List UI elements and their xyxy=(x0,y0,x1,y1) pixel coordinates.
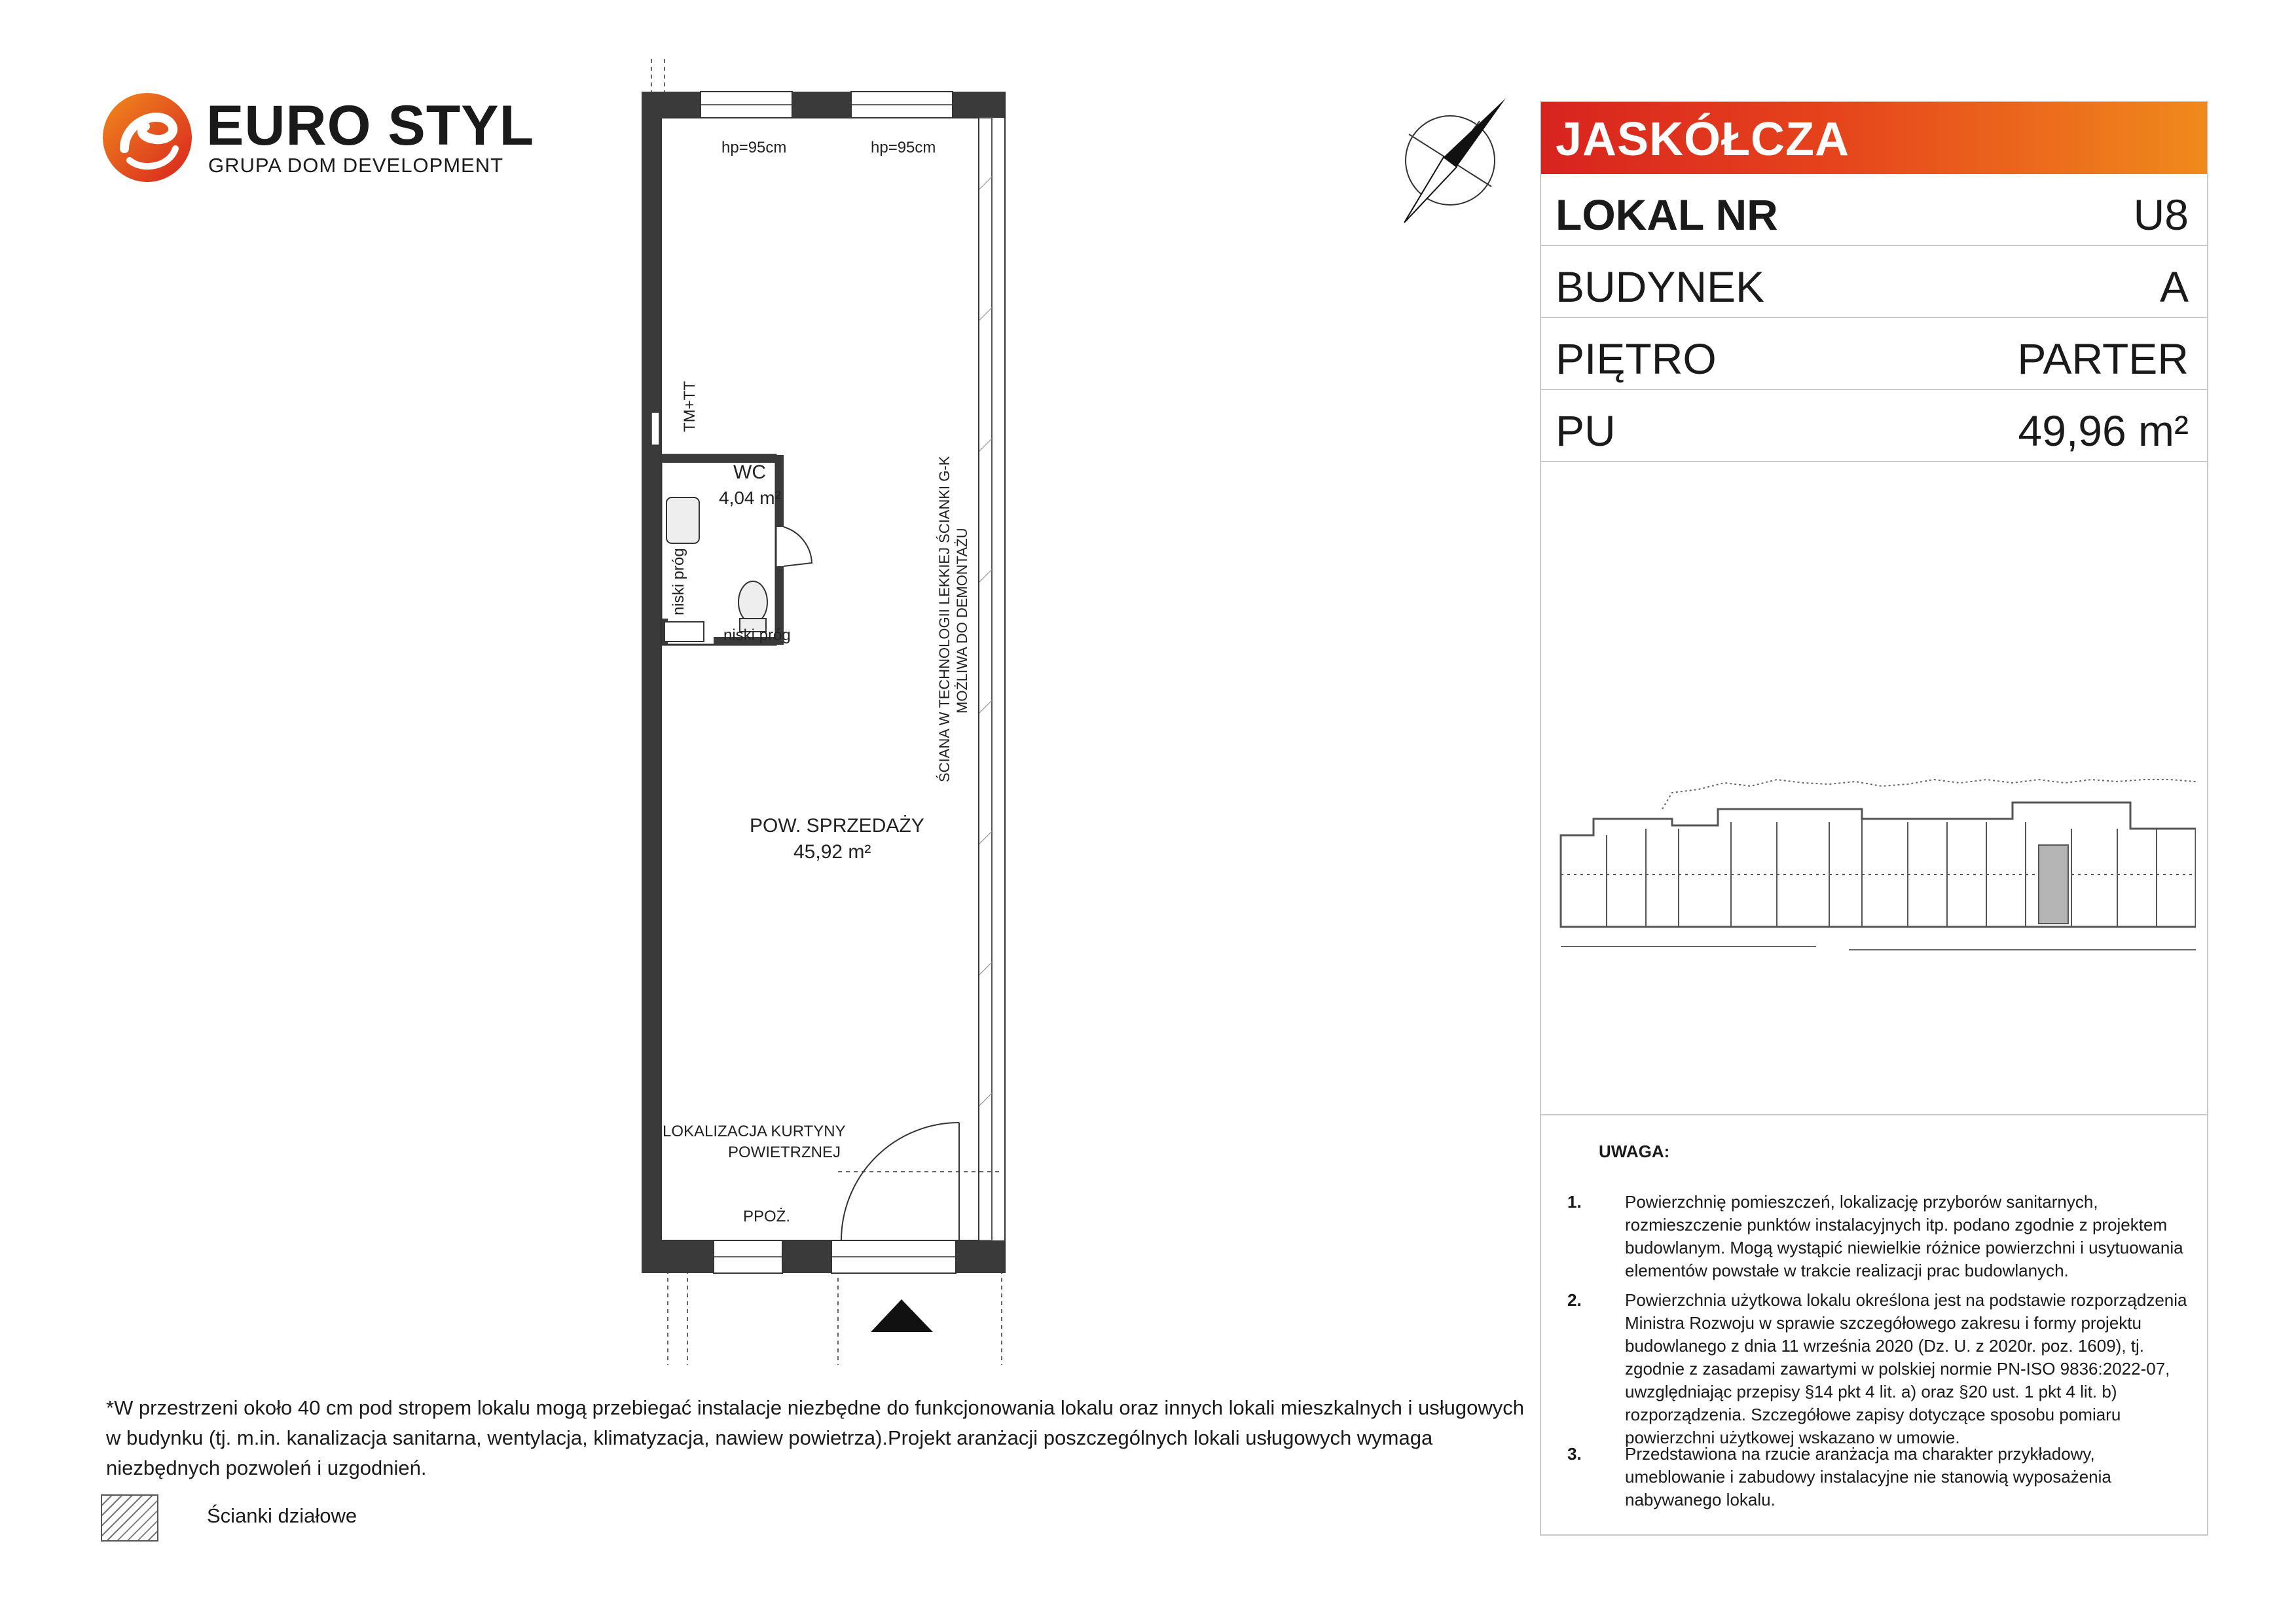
panel-header xyxy=(1541,102,2207,174)
brand-name: EURO STYL xyxy=(206,94,535,157)
project-name: JASKÓŁCZA xyxy=(1556,113,1850,166)
row-value: PARTER xyxy=(2017,334,2189,383)
wc-room-area: 4,04 m² xyxy=(719,488,781,508)
note-text: Powierzchnię pomieszczeń, lokalizację przyborów sanitarnych, rozmieszczenie punktów instalacyjnych itp. podano zgodnie z projektem budowlanym. Mogą wystąpić niewielkie różnice powierzchni i usytuowania elementów powstałe w trakcie realizacji prac budowlanych. xyxy=(1625,1192,2183,1280)
row-floor xyxy=(1541,318,2207,390)
sales-room-area: 45,92 m² xyxy=(793,841,871,863)
row-label: BUDYNEK xyxy=(1556,262,1765,311)
window-label-2: hp=95cm xyxy=(871,139,936,156)
row-label: PIĘTRO xyxy=(1556,334,1717,383)
tm-tt-label: TM+TT xyxy=(681,381,699,432)
row-label: PU xyxy=(1556,406,1616,455)
note-number: 2. xyxy=(1567,1290,1582,1310)
ppoz-label: PPOŻ. xyxy=(743,1208,791,1225)
note-number: 3. xyxy=(1567,1444,1582,1464)
entrance-arrow-icon xyxy=(871,1299,933,1332)
row-value: A xyxy=(2159,262,2189,311)
row-value: U8 xyxy=(2133,190,2189,239)
row-unit-number xyxy=(1541,174,2207,246)
highlighted-unit xyxy=(2039,845,2068,924)
curtain-label-line-2: POWIETRZNEJ xyxy=(728,1144,841,1161)
brand-subtitle: GRUPA DOM DEVELOPMENT xyxy=(208,154,504,177)
note-text: Powierzchnia użytkowa lokalu określona jest na podstawie rozporządzenia Ministra Rozwoju w sprawie szczegółowego zakresu i formy projektu budowlanego z dnia 11 września 2020 (Dz. U. z 2020r. poz. 1609), tj. zgodnie z zasadami zawartymi w polskiej normie PN-ISO 9836:2022-07, uwzględniając przepisy §14 pkt 4 lit. a) oraz §20 ust. 1 pkt 4 lit. b) rozporządzenia. Szczegółowe zapisy dotyczące sposobu pomiaru powierzchni użytkowej wskazano w umowie. xyxy=(1625,1290,2187,1447)
row-label: LOKAL NR xyxy=(1556,190,1778,239)
building-key-plan xyxy=(1554,757,2196,966)
wc-room-name: WC xyxy=(733,461,766,483)
wall-note-line-1: ŚCIANA W TECHNOLOGII LEKKIEJ ŚCIANKI G-K xyxy=(936,456,953,782)
compass-icon xyxy=(1394,95,1512,226)
row-value: 49,96 m² xyxy=(2018,406,2189,455)
legend-label: Ścianki działowe xyxy=(207,1504,357,1527)
note-number: 1. xyxy=(1567,1192,1582,1212)
row-usable-area xyxy=(1541,390,2207,462)
notes-section xyxy=(1541,1114,2207,1537)
partition-wall-swatch xyxy=(101,1494,158,1542)
logo-mark-icon xyxy=(98,88,196,187)
notes-title: UWAGA: xyxy=(1599,1142,1670,1161)
installation-footnote: *W przestrzeni około 40 cm pod stropem lokalu mogą przebiegać instalacje niezbędne do funkcjonowania lokalu oraz innych lokali mieszkalnych i usługowych w budynku (tj. m.in. kanalizacja sanitarna, wentylacja, klimatyzacja, nawiew powietrza).Projekt aranżacji poszczególnych lokali usługowych wymaga niezbędnych pozwoleń i uzgodnień. xyxy=(106,1396,1524,1479)
low-threshold-label-2: niski próg xyxy=(723,626,791,644)
wall-note-line-2: MOŻLIWA DO DEMONTAŻU xyxy=(954,528,970,713)
low-threshold-label-1: niski próg xyxy=(670,548,687,615)
curtain-label-line-1: LOKALIZACJA KURTYNY xyxy=(663,1123,846,1140)
row-building xyxy=(1541,246,2207,318)
info-panel xyxy=(1540,101,2208,1536)
note-text: Przedstawiona na rzucie aranżacja ma charakter przykładowy, umeblowanie i zabudowy instalacyjne nie stanowią wyposażenia nabywanego lokalu. xyxy=(1625,1444,2111,1509)
window-label-1: hp=95cm xyxy=(721,139,787,156)
sales-room-name: POW. SPRZEDAŻY xyxy=(750,815,924,837)
euro-styl-logo xyxy=(98,88,535,187)
